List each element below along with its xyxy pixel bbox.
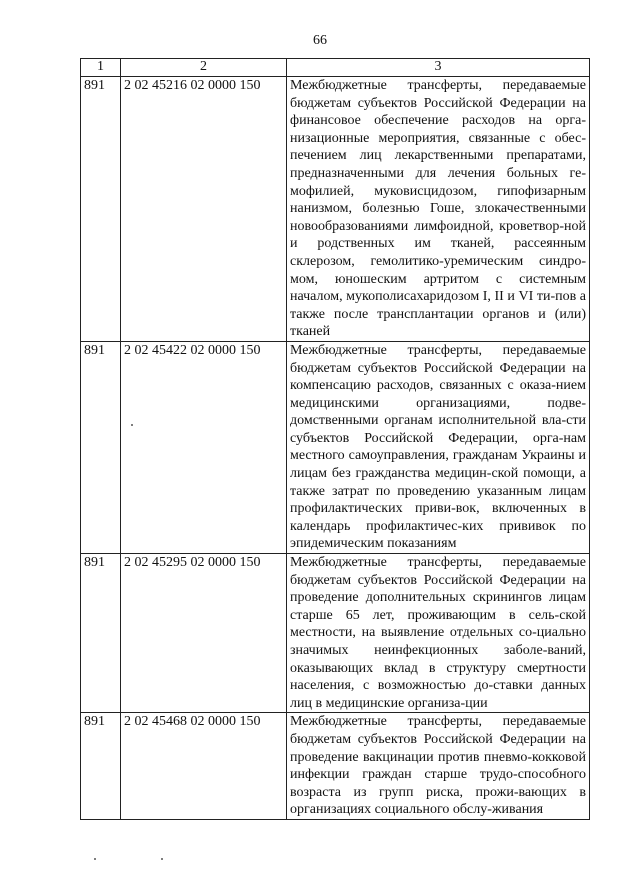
budget-code-cell: 2 02 45216 02 0000 150 <box>121 77 287 342</box>
budget-code-cell: 2 02 45468 02 0000 150 <box>121 713 287 820</box>
table-row <box>81 77 590 342</box>
description-cell: Межбюджетные трансферты, передаваемые бюджетам субъектов Российской Федерации на финансовое обеспечение расходов на орга-низационные мероприятия, связанные с обес-печением лиц лекарственными препаратами, предназначенными для лечения больных ге-мофилией, муковисцидозом, гипофизарным нанизмом, болезнью Гоше, злокачественными новообразованиями лимфоидной, кроветвор-ной и родственных им тканей, рассеянным склерозом, гемолитико-уремическим синдро-мом, юношеским артритом с системным началом, мукополисахаридозом I, II и VI ти-пов а также после трансплантации органов и (или) тканей <box>287 77 590 342</box>
column-header-3: 3 <box>287 59 590 77</box>
table-row <box>81 713 590 820</box>
scan-speck <box>94 858 96 860</box>
admin-code-cell: 891 <box>81 341 121 553</box>
scan-speck <box>131 424 133 426</box>
admin-code-cell: 891 <box>81 77 121 342</box>
budget-code-cell: 2 02 45422 02 0000 150 <box>121 341 287 553</box>
table-header-row <box>81 59 590 77</box>
table-row <box>81 554 590 713</box>
description-cell: Межбюджетные трансферты, передаваемые бюджетам субъектов Российской Федерации на проведение вакцинации против пневмо-кокковой инфекции граждан старше трудо-способного возраста из групп риска, прожи-вающих в организациях социального обслу-живания <box>287 713 590 820</box>
table-row <box>81 341 590 553</box>
admin-code-cell: 891 <box>81 713 121 820</box>
description-cell: Межбюджетные трансферты, передаваемые бюджетам субъектов Российской Федерации на компенсацию расходов, связанных с оказа-нием медицинскими организациями, подве-домственными органам исполнительной вла-сти субъектов Российской Федерации, орга-нам местного самоуправления, гражданам Украины и лицам без гражданства медицин-ской помощи, а также затрат по проведению указанным лицам профилактических приви-вок, включенных в календарь профилактичес-ких прививок по эпидемическим показаниям <box>287 341 590 553</box>
admin-code-cell: 891 <box>81 554 121 713</box>
scan-speck <box>161 858 163 860</box>
column-header-2: 2 <box>121 59 287 77</box>
description-cell: Межбюджетные трансферты, передаваемые бюджетам субъектов Российской Федерации на проведение дополнительных скринингов лицам старше 65 лет, проживающим в сель-ской местности, на выявление отдельных со-циально значимых неинфекционных заболе-ваний, оказывающих вклад в структуру смертности населения, с возможностью до-ставки данных лиц в медицинские организа-ции <box>287 554 590 713</box>
budget-classification-table <box>80 58 590 820</box>
page-number: 66 <box>313 33 327 48</box>
column-header-1: 1 <box>81 59 121 77</box>
budget-code-cell: 2 02 45295 02 0000 150 <box>121 554 287 713</box>
